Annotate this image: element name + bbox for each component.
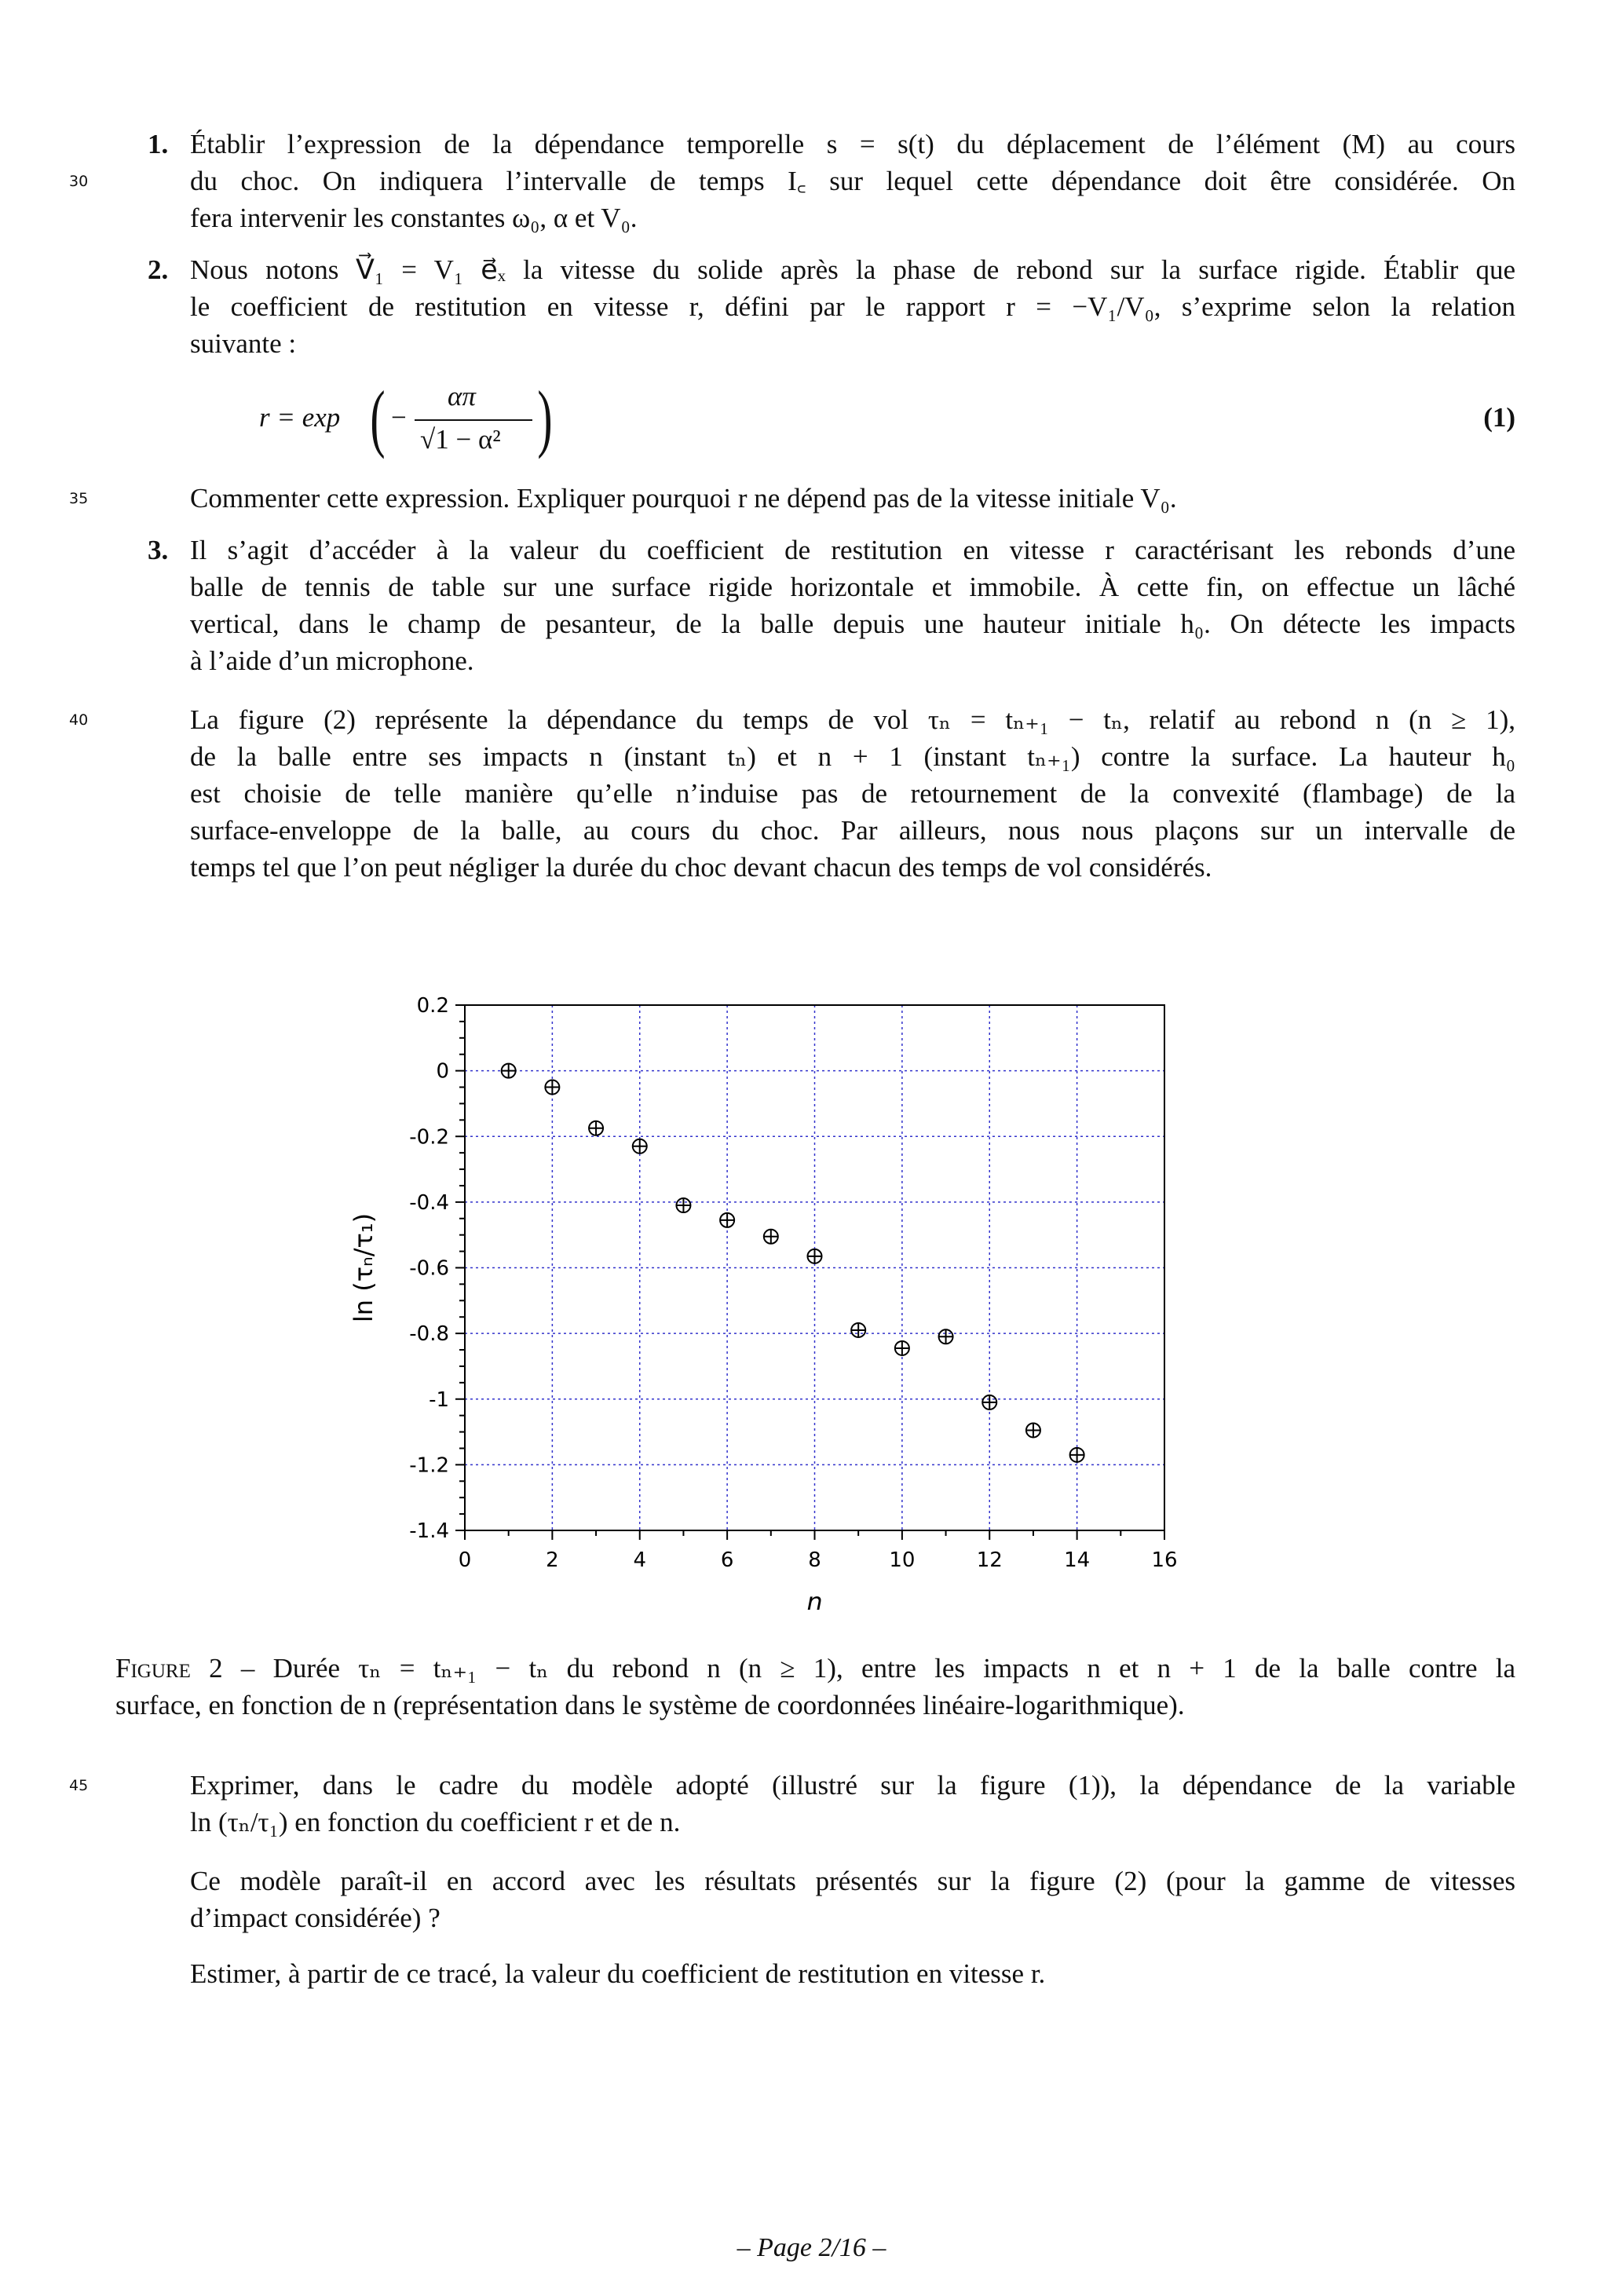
- data-point: [1026, 1423, 1040, 1437]
- data-point: [502, 1064, 516, 1078]
- y-tick-label: -1: [429, 1387, 449, 1412]
- fraction-bar: [415, 419, 532, 421]
- question-3-number: 3.: [148, 535, 169, 565]
- data-point: [939, 1329, 953, 1344]
- q1-line: fera intervenir les constantes ω₀, α et V₀.: [190, 203, 638, 233]
- y-tick-label: -0.6: [409, 1256, 449, 1281]
- figure-2-chart: [345, 982, 1209, 1610]
- q3-para2-line: est choisie de telle manière qu’elle n’induise pas de retournement de la convexité (flambage) de la: [190, 778, 1515, 809]
- data-point: [764, 1230, 778, 1244]
- data-point: [589, 1121, 603, 1135]
- line-number: 40: [69, 711, 89, 729]
- fraction-numerator: απ: [448, 381, 476, 411]
- line-number: 35: [69, 490, 89, 507]
- data-point: [851, 1323, 865, 1337]
- caption-text: – Durée τₙ = tₙ₊₁ − tₙ du rebond n (n ≥ 1), entre les impacts n et n + 1 de la balle contre la: [222, 1653, 1515, 1684]
- x-tick-label: 2: [546, 1548, 559, 1572]
- q3-para2-line: La figure (2) représente la dépendance du temps de vol τₙ = tₙ₊₁ − tₙ, relatif au rebond n (n ≥ 1),: [190, 704, 1515, 735]
- figure-caption-line: surface, en fonction de n (représentation dans le système de coordonnées linéaire-logarithmique).: [115, 1690, 1185, 1720]
- data-point: [545, 1080, 559, 1095]
- y-tick-label: -0.8: [409, 1322, 449, 1347]
- q3-para2-line: surface-enveloppe de la balle, au cours du choc. Par ailleurs, nous nous plaçons sur un intervalle de: [190, 815, 1515, 846]
- formula-lhs: r = exp: [259, 402, 341, 433]
- question-2-number: 2.: [148, 254, 169, 285]
- data-point: [720, 1213, 734, 1227]
- equation-label: (1): [1483, 402, 1515, 433]
- y-tick-label: 0: [436, 1059, 449, 1084]
- formula-minus: −: [391, 402, 407, 433]
- data-point: [633, 1139, 647, 1153]
- y-tick-label: -1.4: [409, 1519, 449, 1543]
- paren-left: (: [370, 375, 386, 459]
- q2-line: Nous notons V⃗₁ = V₁ e⃗ₓ la vitesse du solide après la phase de rebond sur la surface rigide. Établir que: [190, 254, 1515, 285]
- x-tick-label: 10: [889, 1548, 916, 1572]
- data-point: [808, 1249, 822, 1263]
- caption-label: Figure 2: [115, 1653, 223, 1684]
- x-tick-label: 14: [1064, 1548, 1091, 1572]
- equation-1: [259, 377, 1515, 463]
- paren-right: ): [537, 375, 553, 459]
- x-tick-label: 8: [808, 1548, 821, 1572]
- x-axis-label: n: [806, 1587, 823, 1610]
- q1-line: Établir l’expression de la dépendance temporelle s = s(t) du déplacement de l’élément (M) au cours: [190, 129, 1515, 159]
- x-tick-label: 16: [1151, 1548, 1178, 1572]
- q2-line: suivante :: [190, 328, 297, 359]
- after-p1-line: ln (τₙ/τ₁) en fonction du coefficient r et de n.: [190, 1807, 681, 1837]
- q3-line: vertical, dans le champ de pesanteur, de la balle depuis une hauteur initiale h₀. On détecte les impacts: [190, 609, 1515, 639]
- q3-para2-line: de la balle entre ses impacts n (instant tₙ) et n + 1 (instant tₙ₊₁) contre la surface. La hauteur h₀: [190, 741, 1515, 772]
- figure-caption: [115, 1651, 1515, 1686]
- line-number: 45: [69, 1777, 89, 1794]
- y-tick-label: -0.4: [409, 1190, 449, 1215]
- after-p2-line: Ce modèle paraît-il en accord avec les résultats présentés sur la figure (2) (pour la gamme de vitesses: [190, 1866, 1515, 1896]
- q1-line: du choc. On indiquera l’intervalle de temps I꜀ sur lequel cette dépendance doit être considérée. On: [190, 166, 1515, 196]
- data-point: [676, 1198, 690, 1212]
- y-tick-label: -1.2: [409, 1453, 449, 1478]
- y-axis-label: ln (τₙ/τ₁): [349, 1212, 378, 1323]
- after-p3: Estimer, à partir de ce tracé, la valeur du coefficient de restitution en vitesse r.: [190, 1958, 1046, 1989]
- data-point: [1070, 1448, 1084, 1462]
- y-tick-label: 0.2: [416, 994, 449, 1018]
- q3-line: à l’aide d’un microphone.: [190, 645, 474, 676]
- q3-para2-line: temps tel que l’on peut négliger la durée du choc devant chacun des temps de vol considérés.: [190, 852, 1212, 883]
- data-point: [982, 1395, 996, 1409]
- x-tick-label: 0: [458, 1548, 472, 1572]
- q3-line: Il s’agit d’accéder à la valeur du coefficient de restitution en vitesse r caractérisant les rebonds d’une: [190, 535, 1515, 565]
- fraction-denominator: √1 − α²: [420, 424, 501, 455]
- q2-line: le coefficient de restitution en vitesse r, défini par le rapport r = −V₁/V₀, s’exprime selon la relation: [190, 291, 1515, 322]
- after-p1-line: Exprimer, dans le cadre du modèle adopté (illustré sur la figure (1)), la dépendance de la variable: [190, 1770, 1515, 1801]
- line-number: 30: [69, 173, 89, 190]
- x-tick-label: 12: [976, 1548, 1003, 1572]
- y-tick-label: -0.2: [409, 1125, 449, 1150]
- x-tick-label: 6: [720, 1548, 734, 1572]
- q3-line: balle de tennis de table sur une surface rigide horizontale et immobile. À cette fin, on effectue un lâché: [190, 572, 1515, 602]
- data-point: [895, 1341, 909, 1355]
- after-p2-line: d’impact considérée) ?: [190, 1903, 440, 1933]
- question-1-number: 1.: [148, 129, 169, 159]
- page-footer: – Page 2/16 –: [737, 2233, 886, 2262]
- x-tick-label: 4: [633, 1548, 647, 1572]
- q2-comment: Commenter cette expression. Expliquer pourquoi r ne dépend pas de la vitesse initiale V₀.: [190, 483, 1177, 514]
